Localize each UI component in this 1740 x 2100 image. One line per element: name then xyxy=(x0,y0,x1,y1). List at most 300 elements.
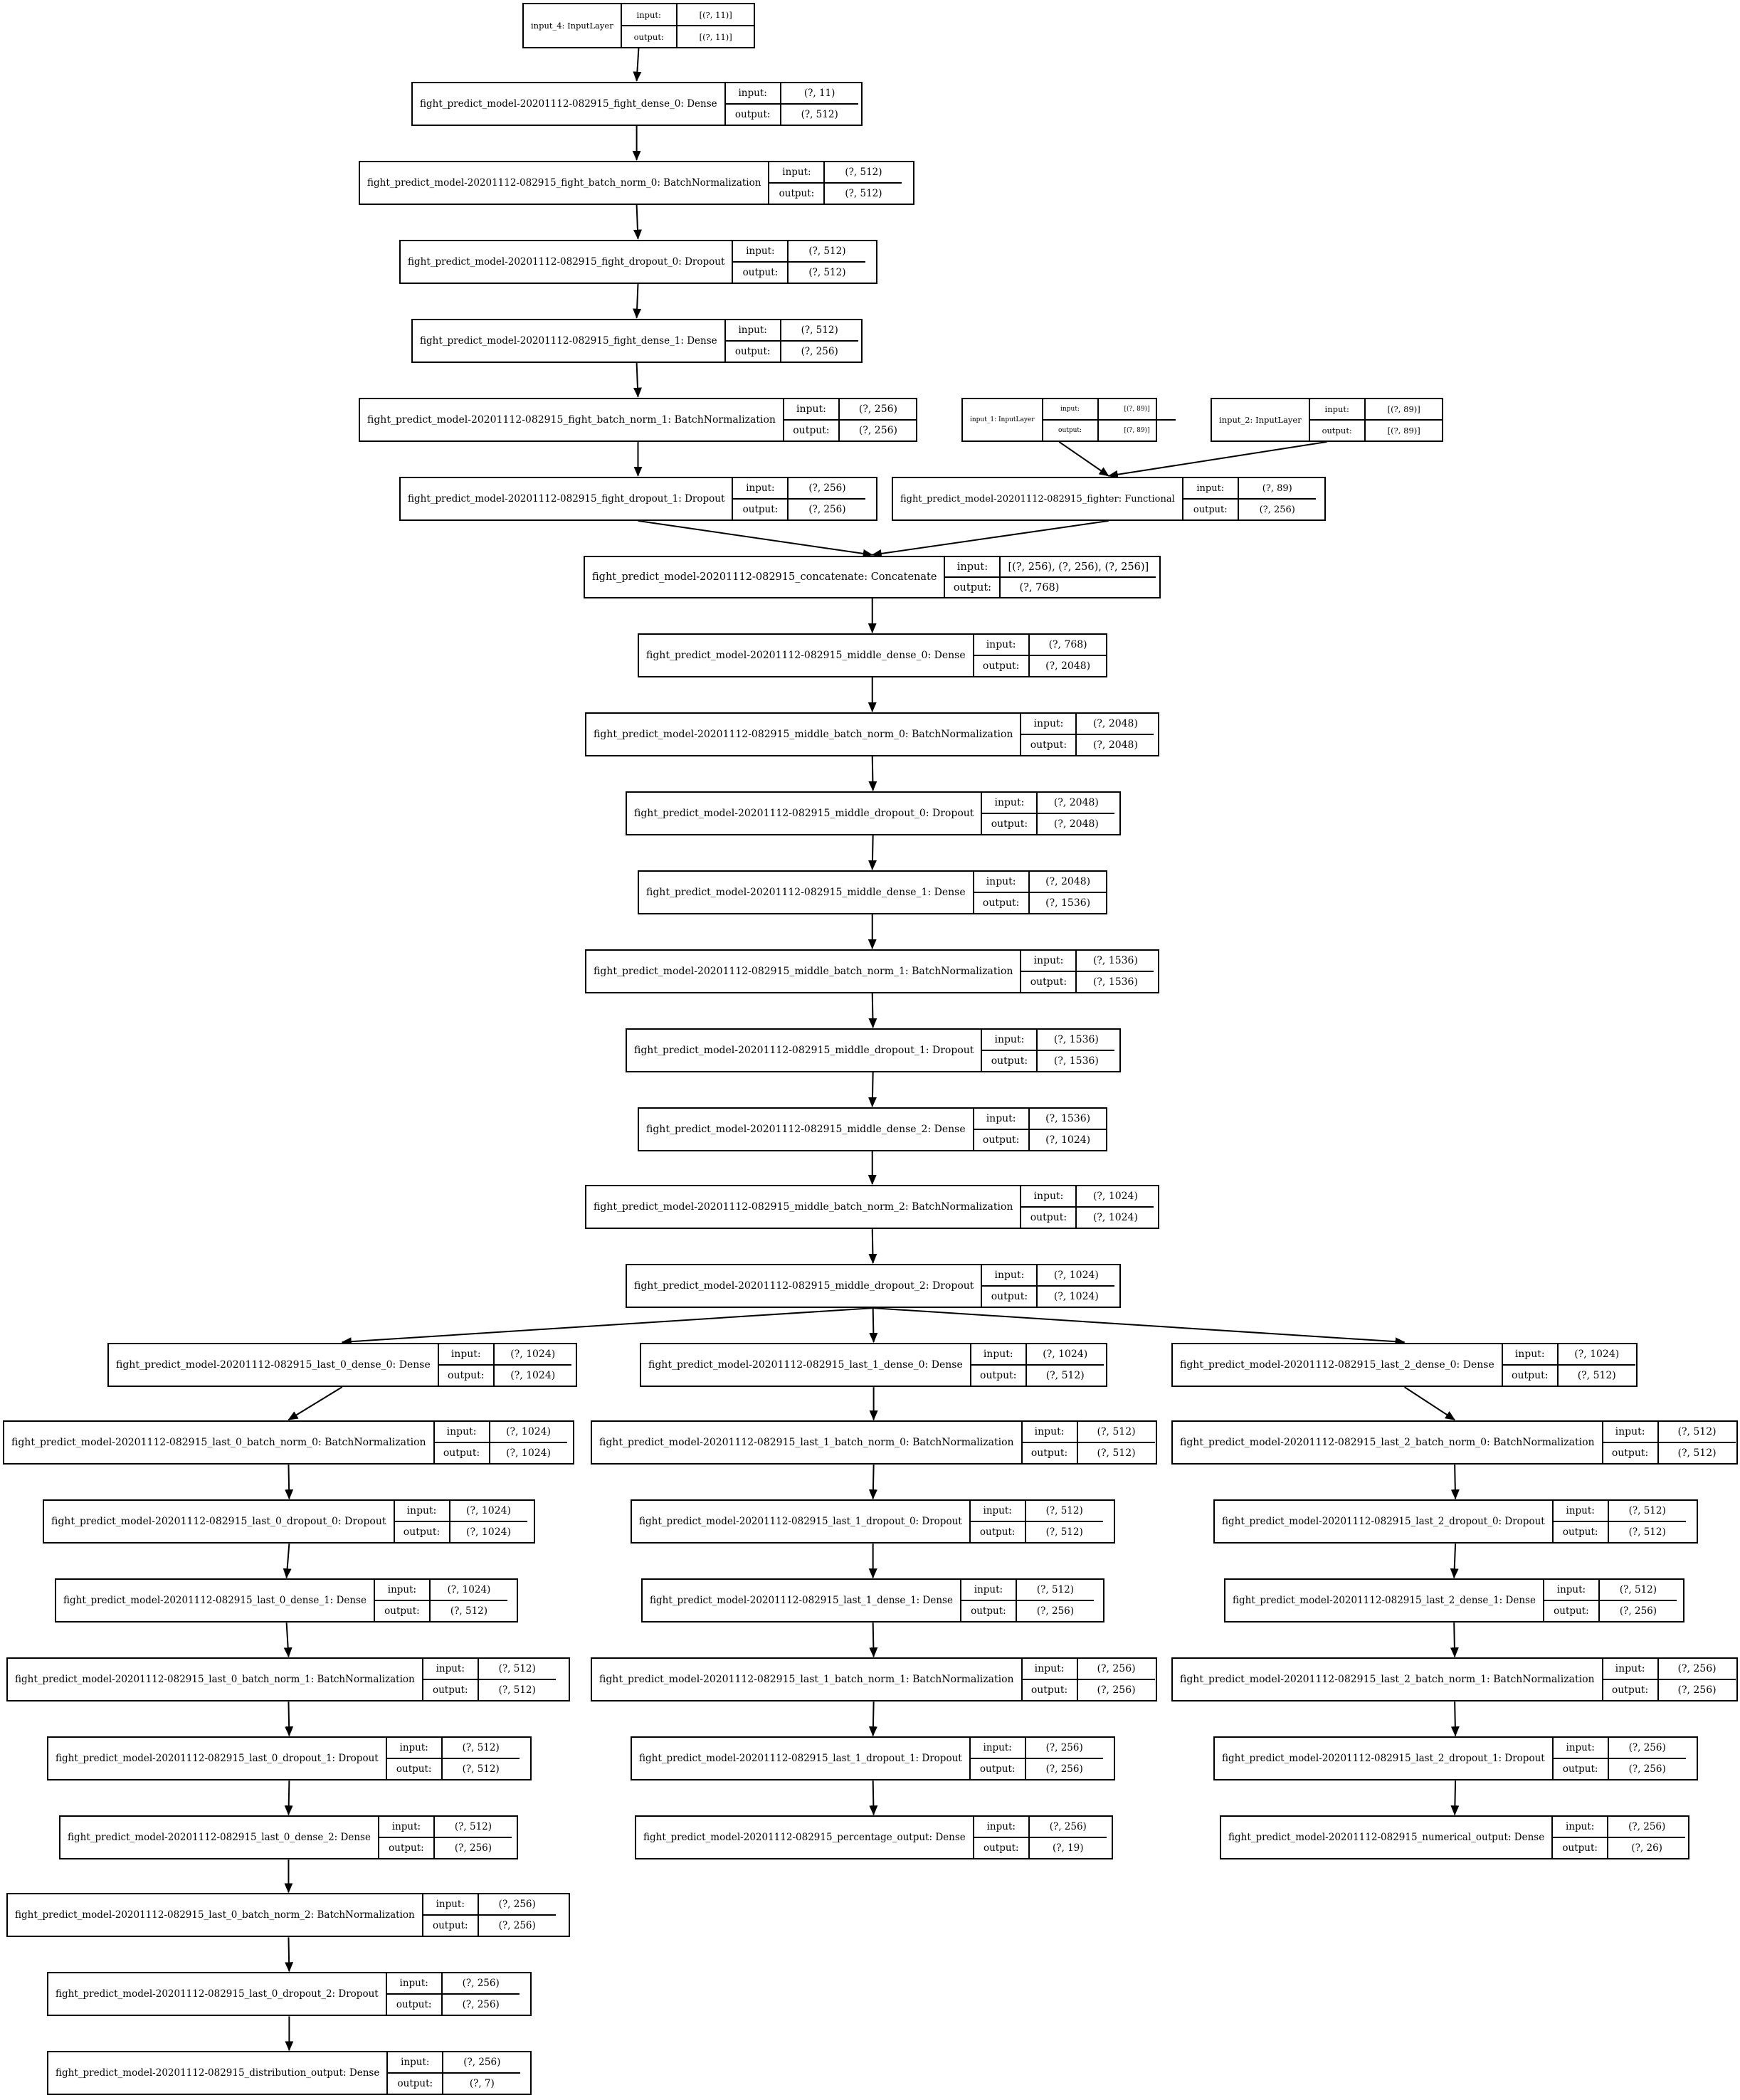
output-label: output: xyxy=(971,1522,1026,1542)
edge-arrow xyxy=(872,1072,873,1107)
layer-shapes xyxy=(971,1344,1104,1386)
output-label: output: xyxy=(395,1522,450,1542)
output-row xyxy=(1603,1442,1736,1463)
output-row xyxy=(1023,1442,1155,1463)
output-row xyxy=(971,1364,1104,1386)
edge-arrow xyxy=(637,48,639,81)
layer-node[interactable] xyxy=(1220,1815,1689,1859)
output-row xyxy=(1503,1364,1635,1386)
output-row xyxy=(1544,1600,1677,1621)
output-row xyxy=(982,1285,1114,1307)
output-row xyxy=(733,498,865,519)
output-row xyxy=(1553,1837,1685,1858)
output-row xyxy=(379,1837,512,1858)
input-shape: [(?, 89)] xyxy=(1387,404,1420,414)
layer-node[interactable] xyxy=(359,161,914,205)
output-shape: (?, 1024) xyxy=(506,1447,552,1459)
output-shape: (?, 1536) xyxy=(1092,976,1138,988)
layer-node[interactable] xyxy=(892,477,1326,521)
input-shape: (?, 512) xyxy=(1619,1584,1657,1595)
layer-node[interactable] xyxy=(961,398,1157,442)
layer-name: fight_predict_model-20201112-082915_last_1_batch_norm_1: BatchNormalization xyxy=(592,1659,1023,1700)
input-label: input: xyxy=(435,1422,490,1442)
input-row xyxy=(982,1030,1114,1050)
input-row xyxy=(1043,399,1176,419)
output-label: output: xyxy=(1021,972,1077,992)
output-shape: (?, 256) xyxy=(801,346,838,357)
layer-node[interactable] xyxy=(584,556,1161,598)
output-label: output: xyxy=(1603,1443,1659,1463)
layer-name: fight_predict_model-20201112-082915_last_0_dropout_2: Dropout xyxy=(48,1973,387,2015)
edge-arrow xyxy=(872,993,873,1028)
layer-node[interactable] xyxy=(635,1815,1113,1859)
input-label: input: xyxy=(387,1973,443,1993)
input-row xyxy=(1603,1659,1736,1679)
input-shape: (?, 512) xyxy=(454,1821,492,1832)
input-label: input: xyxy=(622,4,677,25)
edge-arrow xyxy=(638,521,872,555)
layer-node[interactable] xyxy=(47,2051,532,2095)
input-label: input: xyxy=(971,1501,1026,1521)
layer-name: fight_predict_model-20201112-082915_last_2_batch_norm_0: BatchNormalization xyxy=(1173,1422,1603,1463)
output-shape: (?, 1024) xyxy=(1053,1291,1099,1302)
layer-shapes xyxy=(945,557,1156,597)
edge-arrow xyxy=(1405,1387,1455,1420)
layer-node[interactable] xyxy=(359,398,917,442)
output-label: output: xyxy=(945,578,1001,597)
input-label: input: xyxy=(974,872,1030,892)
layer-shapes xyxy=(982,1030,1114,1071)
output-shape: [(?, 89)] xyxy=(1387,426,1420,436)
input-shape: (?, 256) xyxy=(808,482,846,494)
edge-arrow xyxy=(873,1308,874,1342)
output-label: output: xyxy=(982,814,1038,834)
input-row xyxy=(726,320,858,340)
layer-name: fight_predict_model-20201112-082915_distribution_output: Dense xyxy=(48,2052,388,2094)
input-label: input: xyxy=(971,1344,1027,1364)
output-row xyxy=(769,182,902,204)
output-shape: (?, 256) xyxy=(1045,1763,1083,1775)
output-shape: (?, 512) xyxy=(1677,1447,1717,1459)
input-shape: (?, 512) xyxy=(1036,1584,1075,1595)
layer-shapes xyxy=(388,2052,520,2094)
input-label: input: xyxy=(974,1109,1030,1129)
input-label: input: xyxy=(1603,1422,1659,1442)
layer-shapes xyxy=(961,1580,1094,1621)
layer-shapes xyxy=(982,793,1114,834)
output-label: output: xyxy=(387,1995,443,2015)
layer-node[interactable] xyxy=(399,240,877,284)
layer-node[interactable] xyxy=(626,1028,1121,1072)
output-row xyxy=(387,1993,520,2015)
layer-name: fight_predict_model-20201112-082915_middle_batch_norm_2: BatchNormalization xyxy=(586,1186,1021,1228)
edge-arrow xyxy=(288,1465,289,1499)
layer-node[interactable] xyxy=(591,1657,1157,1701)
output-label: output: xyxy=(971,1366,1027,1386)
input-shape: (?, 256) xyxy=(858,403,897,415)
layer-node[interactable] xyxy=(3,1420,574,1465)
layer-node[interactable] xyxy=(626,791,1121,835)
output-label: output: xyxy=(974,656,1030,676)
output-label: output: xyxy=(1183,500,1239,519)
layer-name: fight_predict_model-20201112-082915_last_1_batch_norm_0: BatchNormalization xyxy=(592,1422,1023,1463)
input-row xyxy=(982,1265,1114,1285)
layer-shapes xyxy=(1553,1817,1685,1858)
output-label: output: xyxy=(974,1130,1030,1150)
output-shape: (?, 512) xyxy=(1628,1526,1666,1538)
layer-name: fight_predict_model-20201112-082915_fight_dropout_0: Dropout xyxy=(401,241,733,283)
layer-node[interactable] xyxy=(640,1343,1107,1387)
edge-arrow xyxy=(872,756,873,791)
output-label: output: xyxy=(733,500,789,519)
input-label: input: xyxy=(379,1817,435,1837)
input-row xyxy=(387,1738,520,1758)
layer-shapes xyxy=(1544,1580,1677,1621)
input-label: input: xyxy=(1554,1738,1609,1758)
layer-name: fight_predict_model-20201112-082915_last_0_batch_norm_0: BatchNormalization xyxy=(4,1422,435,1463)
output-label: output: xyxy=(375,1601,431,1621)
layer-node[interactable] xyxy=(1224,1578,1684,1623)
layer-node[interactable] xyxy=(641,1578,1104,1623)
layer-node[interactable] xyxy=(631,1736,1115,1780)
input-shape: (?, 512) xyxy=(845,167,882,178)
layer-name: fight_predict_model-20201112-082915_last_0_dense_0: Dense xyxy=(109,1344,439,1386)
output-shape: (?, 256) xyxy=(1677,1684,1717,1696)
output-shape: (?, 512) xyxy=(1577,1370,1616,1381)
output-label: output: xyxy=(1554,1522,1609,1542)
input-shape: (?, 1024) xyxy=(466,1505,511,1516)
layer-node[interactable] xyxy=(638,870,1107,914)
output-row xyxy=(974,892,1107,913)
layer-node[interactable] xyxy=(47,1972,532,2016)
input-label: input: xyxy=(1554,1501,1609,1521)
edge-arrow xyxy=(637,284,638,318)
input-shape: [(?, 89)] xyxy=(1124,406,1150,413)
layer-name: fight_predict_model-20201112-082915_last_0_dropout_1: Dropout xyxy=(48,1738,387,1779)
layer-node[interactable] xyxy=(6,1893,570,1937)
layer-node[interactable] xyxy=(522,3,755,48)
input-row xyxy=(395,1501,527,1521)
input-row xyxy=(439,1344,571,1364)
input-row xyxy=(1553,1817,1685,1837)
output-label: output: xyxy=(622,26,677,47)
output-row xyxy=(387,1758,520,1779)
input-shape: (?, 512) xyxy=(1097,1426,1136,1437)
output-shape: (?, 512) xyxy=(808,267,846,278)
layer-shapes xyxy=(1603,1422,1736,1463)
output-row xyxy=(1603,1679,1736,1700)
layer-node[interactable] xyxy=(411,82,863,126)
edge-arrow xyxy=(873,1623,874,1657)
input-shape: (?, 1536) xyxy=(1092,955,1138,966)
output-label: output: xyxy=(423,1680,479,1700)
input-shape: (?, 256) xyxy=(1628,1821,1666,1832)
input-row xyxy=(971,1738,1103,1758)
layer-node[interactable] xyxy=(1171,1343,1638,1387)
layer-name: fight_predict_model-20201112-082915_last_1_dense_1: Dense xyxy=(643,1580,961,1621)
input-shape: (?, 89) xyxy=(1262,482,1292,494)
output-row xyxy=(1021,971,1154,992)
output-shape: (?, 256) xyxy=(454,1842,492,1854)
output-row xyxy=(1023,1679,1155,1700)
output-row xyxy=(1554,1758,1686,1779)
output-row xyxy=(971,1758,1103,1779)
layer-node[interactable] xyxy=(1171,1420,1738,1465)
layer-name: fight_predict_model-20201112-082915_last_0_dense_2: Dense xyxy=(60,1817,379,1858)
output-label: output: xyxy=(1023,1443,1078,1463)
input-shape: (?, 512) xyxy=(1628,1505,1666,1516)
output-label: output: xyxy=(971,1759,1026,1779)
layer-name: fight_predict_model-20201112-082915_last_0_batch_norm_2: BatchNormalization xyxy=(8,1894,423,1936)
layer-node[interactable] xyxy=(1211,398,1443,442)
input-row xyxy=(1183,478,1316,498)
layer-node[interactable] xyxy=(59,1815,518,1859)
output-shape: (?, 1024) xyxy=(466,1526,511,1538)
input-row xyxy=(784,399,917,419)
output-shape: (?, 256) xyxy=(498,1920,536,1931)
edge-arrow xyxy=(872,835,873,870)
output-shape: (?, 1024) xyxy=(1092,1212,1138,1223)
layer-name: fight_predict_model-20201112-082915_fight_dropout_1: Dropout xyxy=(401,478,733,519)
output-row xyxy=(395,1521,527,1542)
edge-arrow xyxy=(873,1780,874,1815)
output-label: output: xyxy=(1553,1838,1608,1858)
layer-node[interactable] xyxy=(638,633,1107,677)
input-label: input: xyxy=(439,1344,495,1364)
input-label: input: xyxy=(733,241,789,261)
edge-arrow xyxy=(1454,1544,1455,1578)
layer-shapes xyxy=(1310,399,1443,440)
input-shape: (?, 512) xyxy=(1677,1426,1717,1437)
layer-node[interactable] xyxy=(1213,1499,1698,1544)
layer-shapes xyxy=(622,4,754,47)
layer-shapes xyxy=(439,1344,571,1386)
input-shape: (?, 256) xyxy=(1049,1821,1087,1832)
input-shape: (?, 1536) xyxy=(1053,1034,1099,1045)
layer-node[interactable] xyxy=(591,1420,1157,1465)
layer-shapes xyxy=(375,1580,507,1621)
layer-shapes xyxy=(974,635,1107,676)
output-label: output: xyxy=(1023,1680,1078,1700)
input-shape: (?, 512) xyxy=(462,1742,500,1753)
layer-node[interactable] xyxy=(631,1499,1115,1544)
input-row xyxy=(1554,1501,1686,1521)
input-shape: (?, 256) xyxy=(1677,1663,1717,1674)
input-row xyxy=(971,1501,1103,1521)
input-label: input: xyxy=(1043,399,1099,419)
output-row xyxy=(375,1600,507,1621)
input-label: input: xyxy=(375,1580,431,1600)
output-shape: (?, 512) xyxy=(845,188,882,199)
layer-name: input_2: InputLayer xyxy=(1212,399,1310,440)
layer-shapes xyxy=(733,478,865,519)
input-label: input: xyxy=(1021,1186,1077,1206)
input-row xyxy=(971,1344,1104,1364)
input-row xyxy=(1021,951,1154,971)
edge-arrow xyxy=(1059,442,1109,476)
layer-name: fight_predict_model-20201112-082915_last_2_dropout_1: Dropout xyxy=(1215,1738,1554,1779)
output-shape: (?, 2048) xyxy=(1092,739,1138,751)
input-row xyxy=(1021,714,1154,734)
output-shape: (?, 256) xyxy=(1097,1684,1136,1696)
layer-node[interactable] xyxy=(47,1736,532,1780)
layer-name: fight_predict_model-20201112-082915_concatenate: Concatenate xyxy=(585,557,945,597)
input-shape: (?, 1024) xyxy=(447,1584,491,1595)
layer-name: fight_predict_model-20201112-082915_last_2_dense_1: Dense xyxy=(1225,1580,1544,1621)
layer-node[interactable] xyxy=(1171,1657,1738,1701)
input-row xyxy=(1554,1738,1686,1758)
input-shape: (?, 256) xyxy=(1045,1742,1083,1753)
output-row xyxy=(1554,1521,1686,1542)
output-shape: (?, 512) xyxy=(1097,1447,1136,1459)
layer-node[interactable] xyxy=(411,319,863,363)
input-row xyxy=(974,635,1107,655)
output-row xyxy=(784,419,917,440)
layer-shapes xyxy=(1023,1659,1155,1700)
layer-node[interactable] xyxy=(585,949,1159,993)
layer-shapes xyxy=(423,1894,556,1936)
input-row xyxy=(945,557,1156,576)
input-label: input: xyxy=(784,399,840,419)
layer-name: fight_predict_model-20201112-082915_percentage_output: Dense xyxy=(636,1817,974,1858)
output-shape: (?, 2048) xyxy=(1053,818,1099,830)
layer-name: fight_predict_model-20201112-082915_fight_batch_norm_0: BatchNormalization xyxy=(360,162,769,204)
output-shape: (?, 1024) xyxy=(510,1370,556,1381)
layer-name: fight_predict_model-20201112-082915_fighter: Functional xyxy=(893,478,1183,519)
output-label: output: xyxy=(1603,1680,1659,1700)
input-label: input: xyxy=(1553,1817,1608,1837)
input-row xyxy=(1544,1580,1677,1600)
output-row xyxy=(971,1521,1103,1542)
edge-arrow xyxy=(288,1387,342,1420)
output-label: output: xyxy=(1503,1366,1559,1386)
input-row xyxy=(726,83,858,103)
input-shape: (?, 1024) xyxy=(506,1426,552,1437)
layer-name: fight_predict_model-20201112-082915_last_1_dropout_0: Dropout xyxy=(632,1501,971,1542)
input-row xyxy=(982,793,1114,813)
input-shape: (?, 256) xyxy=(498,1899,536,1910)
layer-node[interactable] xyxy=(107,1343,577,1387)
input-row xyxy=(974,872,1107,892)
input-row xyxy=(387,1973,520,1993)
input-label: input: xyxy=(1023,1659,1078,1679)
input-shape: (?, 512) xyxy=(1045,1505,1083,1516)
output-row xyxy=(439,1364,571,1386)
input-row xyxy=(974,1817,1107,1837)
layer-node[interactable] xyxy=(585,712,1159,756)
output-shape: (?, 26) xyxy=(1631,1842,1662,1854)
edge-arrow xyxy=(288,1937,289,1971)
input-label: input: xyxy=(982,1030,1038,1050)
layer-name: fight_predict_model-20201112-082915_fight_dense_0: Dense xyxy=(413,83,726,125)
input-row xyxy=(1503,1344,1635,1364)
input-row xyxy=(1603,1422,1736,1442)
input-row xyxy=(769,162,902,182)
layer-shapes xyxy=(435,1422,567,1463)
input-shape: (?, 1024) xyxy=(510,1349,556,1360)
output-shape: (?, 768) xyxy=(1019,581,1060,593)
layer-node[interactable] xyxy=(55,1578,518,1623)
layer-name: fight_predict_model-20201112-082915_last_2_batch_norm_1: BatchNormalization xyxy=(1173,1659,1603,1700)
layer-node[interactable] xyxy=(626,1264,1121,1308)
input-shape: (?, 768) xyxy=(1048,639,1087,650)
input-row xyxy=(435,1422,567,1442)
output-shape: [(?, 89)] xyxy=(1124,427,1150,434)
output-row xyxy=(982,813,1114,834)
input-shape: (?, 1536) xyxy=(1045,1113,1091,1124)
input-label: input: xyxy=(1021,714,1077,734)
layer-name: fight_predict_model-20201112-082915_middle_dropout_0: Dropout xyxy=(627,793,982,834)
layer-name: fight_predict_model-20201112-082915_numerical_output: Dense xyxy=(1221,1817,1553,1858)
input-label: input: xyxy=(726,83,781,103)
input-label: input: xyxy=(395,1501,450,1521)
input-label: input: xyxy=(1544,1580,1600,1600)
edge-arrow xyxy=(637,363,638,397)
output-shape: (?, 19) xyxy=(1052,1842,1084,1854)
input-row xyxy=(1023,1659,1155,1679)
layer-name: fight_predict_model-20201112-082915_last_1_dropout_1: Dropout xyxy=(632,1738,971,1779)
layer-name: fight_predict_model-20201112-082915_last_2_dense_0: Dense xyxy=(1173,1344,1503,1386)
output-shape: (?, 2048) xyxy=(1045,660,1091,672)
output-row xyxy=(388,2072,520,2094)
output-label: output: xyxy=(769,184,825,204)
input-shape: (?, 256) xyxy=(463,2057,501,2068)
layer-shapes xyxy=(1183,478,1316,519)
input-label: input: xyxy=(982,1265,1038,1285)
output-label: output: xyxy=(1043,421,1099,440)
layer-shapes xyxy=(1021,1186,1154,1228)
output-shape: (?, 256) xyxy=(858,425,897,436)
layer-shapes xyxy=(395,1501,527,1542)
output-shape: (?, 512) xyxy=(1045,1370,1085,1381)
output-shape: (?, 256) xyxy=(462,1999,500,2010)
output-shape: (?, 512) xyxy=(498,1684,536,1696)
output-shape: (?, 256) xyxy=(1619,1605,1657,1617)
layer-node[interactable] xyxy=(638,1107,1107,1151)
layer-shapes xyxy=(982,1265,1114,1307)
layer-shapes xyxy=(726,83,858,125)
output-shape: (?, 512) xyxy=(462,1763,500,1775)
layer-node[interactable] xyxy=(585,1185,1159,1229)
layer-shapes xyxy=(726,320,858,362)
layer-node[interactable] xyxy=(399,477,877,521)
output-shape: (?, 1536) xyxy=(1045,897,1091,909)
layer-name: fight_predict_model-20201112-082915_last_2_dropout_0: Dropout xyxy=(1215,1501,1554,1542)
input-shape: (?, 1024) xyxy=(1574,1349,1620,1360)
layer-shapes xyxy=(1554,1501,1686,1542)
output-row xyxy=(423,1679,556,1700)
input-label: input: xyxy=(387,1738,443,1758)
layer-node[interactable] xyxy=(6,1657,570,1701)
output-label: output: xyxy=(726,342,781,362)
output-shape: [(?, 11)] xyxy=(699,31,732,42)
output-label: output: xyxy=(439,1366,495,1386)
input-shape: (?, 512) xyxy=(808,246,846,257)
input-label: input: xyxy=(974,1817,1030,1837)
output-shape: (?, 1024) xyxy=(1045,1134,1091,1146)
layer-shapes xyxy=(784,399,917,440)
output-shape: (?, 256) xyxy=(1036,1605,1075,1617)
layer-shapes xyxy=(1603,1659,1736,1700)
layer-node[interactable] xyxy=(1213,1736,1698,1780)
input-label: input: xyxy=(388,2052,443,2072)
layer-shapes xyxy=(1043,399,1176,440)
layer-node[interactable] xyxy=(43,1499,535,1544)
layer-name: fight_predict_model-20201112-082915_fight_batch_norm_1: BatchNormalization xyxy=(360,399,784,440)
output-shape: (?, 1536) xyxy=(1053,1055,1099,1067)
layer-name: fight_predict_model-20201112-082915_middle_dense_1: Dense xyxy=(639,872,974,913)
input-row xyxy=(622,4,754,25)
